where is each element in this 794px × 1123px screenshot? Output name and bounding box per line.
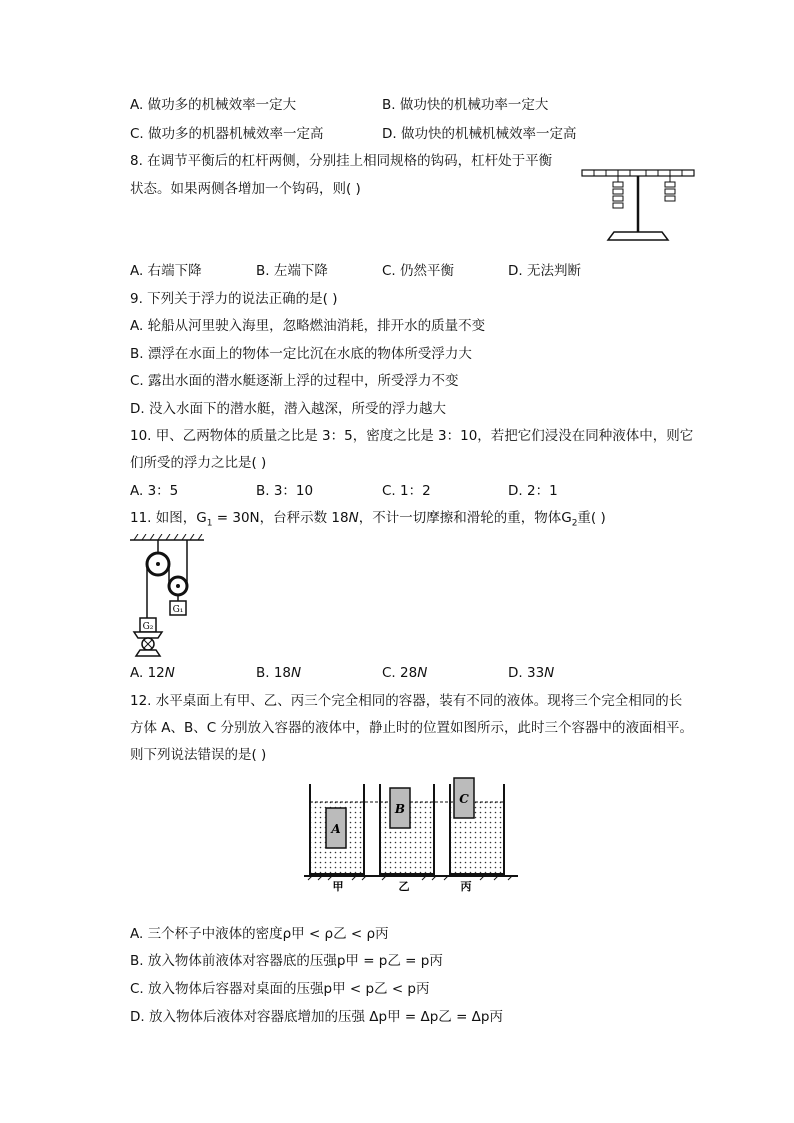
q8-option-b: B. 左端下降 xyxy=(256,263,328,279)
fig-g1-label: G₁ xyxy=(172,605,184,615)
fig-g2-label: G₂ xyxy=(142,622,154,632)
q10-option-b: B. 3：10 xyxy=(256,483,314,499)
pulley-system-figure xyxy=(128,534,208,658)
q12-option-d: D. 放入物体后液体对容器底增加的压强 Δp甲 = Δp乙 = Δp丙 xyxy=(130,1009,503,1025)
q8-option-c: C. 仍然平衡 xyxy=(382,263,455,279)
q9-option-d: D. 没入水面下的潜水艇，潜入越深，所受的浮力越大 xyxy=(130,401,446,417)
q10-option-a: A. 3：5 xyxy=(130,483,179,499)
container-yi-label: 乙 xyxy=(398,880,410,893)
q10-option-d: D. 2：1 xyxy=(508,483,558,499)
q12-option-c: C. 放入物体后容器对桌面的压强p甲 < p乙 < p丙 xyxy=(130,981,430,997)
q7-option-c: C. 做功多的机器机械效率一定高 xyxy=(130,126,324,142)
q12-stem-line1: 12. 水平桌面上有甲、乙、丙三个完全相同的容器，装有不同的液体。现将三个完全相同的长 xyxy=(130,693,683,709)
three-containers-figure xyxy=(304,776,520,894)
q9-option-b: B. 漂浮在水面上的物体一定比沉在水底的物体所受浮力大 xyxy=(130,346,472,362)
q7-option-b: B. 做功快的机械功率一定大 xyxy=(382,97,549,113)
q11-stem: 11. 如图，$G_1 = 30N$，台秤示数 18N，不计一切摩擦和滑轮的重，物体$G_2$重( ) xyxy=(130,510,606,529)
container-jia-label: 甲 xyxy=(332,880,344,893)
container-bing-label: 丙 xyxy=(460,880,472,893)
q9-option-c: C. 露出水面的潜水艇逐渐上浮的过程中，所受浮力不变 xyxy=(130,373,459,389)
q12-option-b: B. 放入物体前液体对容器底的压强p甲 = p乙 = p丙 xyxy=(130,953,443,969)
q8-option-d: D. 无法判断 xyxy=(508,263,581,279)
q11-option-a: A. 12N xyxy=(130,665,175,681)
q8-stem-line2: 状态。如果两侧各增加一个钩码，则( ) xyxy=(130,181,361,197)
q11-option-b: B. 18N xyxy=(256,665,302,681)
q12-option-a: A. 三个杯子中液体的密度ρ甲 < ρ乙 < ρ丙 xyxy=(130,926,389,942)
q11-option-d: D. 33N xyxy=(508,665,555,681)
q9-option-a: A. 轮船从河里驶入海里，忽略燃油消耗，排开水的质量不变 xyxy=(130,318,486,334)
q10-option-c: C. 1：2 xyxy=(382,483,431,499)
block-b-label: B xyxy=(394,802,406,816)
block-a-label: A xyxy=(331,822,341,836)
q7-option-a: A. 做功多的机械效率一定大 xyxy=(130,97,297,113)
q7-option-d: D. 做功快的机械机械效率一定高 xyxy=(382,126,577,142)
q9-stem: 9. 下列关于浮力的说法正确的是( ) xyxy=(130,291,338,307)
q10-stem-line1: 10. 甲、乙两物体的质量之比是 3：5，密度之比是 3：10，若把它们浸没在同种液体中，则它 xyxy=(130,428,694,444)
q8-stem-line1: 8. 在调节平衡后的杠杆两侧，分别挂上相同规格的钩码，杠杆处于平衡 xyxy=(130,153,553,169)
q12-stem-line2: 方体 A、B、C 分别放入容器的液体中，静止时的位置如图所示，此时三个容器中的液面相平。 xyxy=(130,720,694,736)
lever-balance-figure xyxy=(576,160,700,244)
q10-stem-line2: 们所受的浮力之比是( ) xyxy=(130,455,267,471)
block-c-label: C xyxy=(459,792,469,806)
q11-option-c: C. 28N xyxy=(382,665,428,681)
q8-option-a: A. 右端下降 xyxy=(130,263,202,279)
q12-stem-line3: 则下列说法错误的是( ) xyxy=(130,747,267,763)
